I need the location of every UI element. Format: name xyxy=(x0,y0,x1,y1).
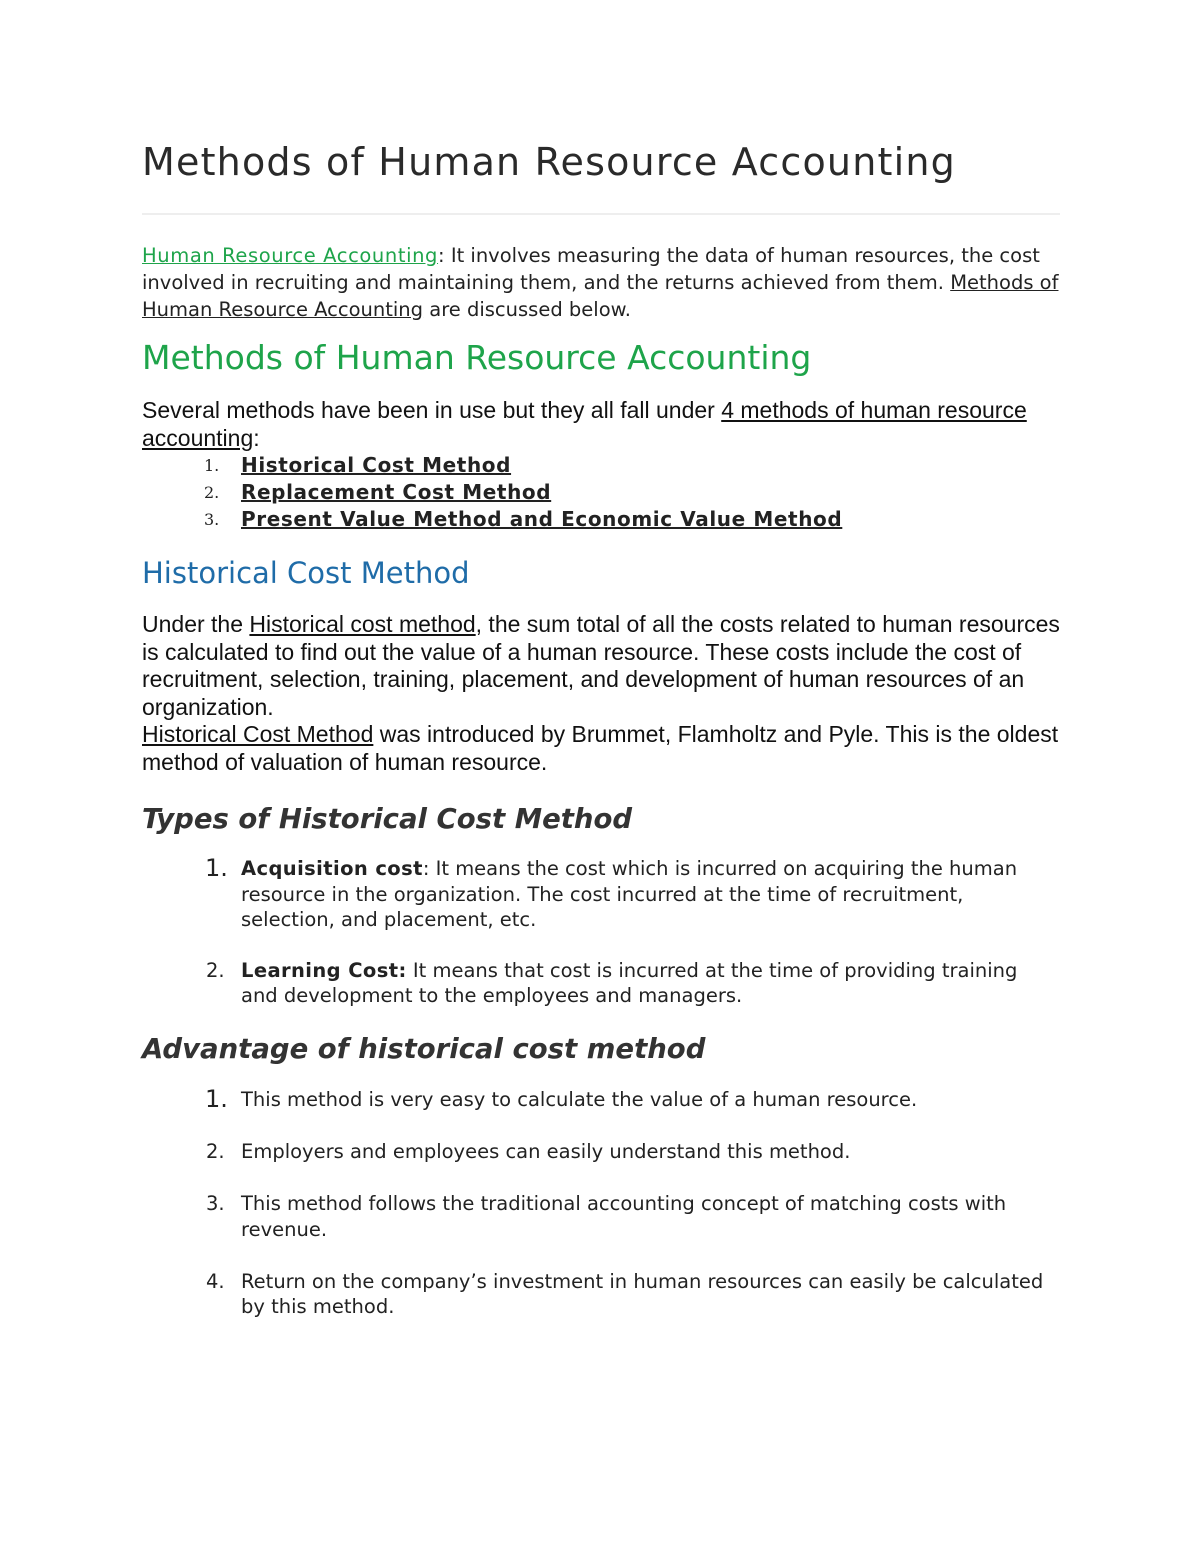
list-number: 3. xyxy=(204,510,220,529)
methods-lead-text: Several methods have been in use but they all fall under xyxy=(142,397,722,423)
list-item xyxy=(142,479,1060,506)
methods-list xyxy=(142,452,1060,533)
list-item xyxy=(142,856,1060,933)
methods-lead-end: : xyxy=(253,425,260,451)
methods-hra-link[interactable]: Methods of Human Resource Accounting xyxy=(142,271,1059,321)
hra-link[interactable]: Human Resource Accounting xyxy=(142,244,439,267)
list-item xyxy=(142,1191,1060,1242)
historical-cost-link[interactable]: Historical cost method xyxy=(249,611,476,637)
historical-text: Under the xyxy=(142,611,250,637)
types-list xyxy=(142,856,1060,1034)
methods-heading: Methods of Human Resource Accounting xyxy=(142,338,812,377)
list-number: 1. xyxy=(204,456,220,475)
list-number: 2. xyxy=(204,483,220,502)
historical-cost-heading: Historical Cost Method xyxy=(142,556,470,590)
list-number: 4. xyxy=(206,1269,225,1293)
intro-paragraph xyxy=(142,242,1060,323)
intro-text: : It involves measuring the data of human resources, the cost involved in recruiting and maintaining them, and the returns achieved from them. xyxy=(142,244,1040,294)
four-methods-link[interactable]: 4 methods of human resource accounting xyxy=(142,397,1027,451)
list-text: Employers and employees can easily understand this method. xyxy=(241,1140,851,1163)
definition: : It means the cost which is incurred on acquiring the human resource in the organization. The cost incurred at the time of recruitment, selection, and placement, etc. xyxy=(241,857,1018,931)
list-number: 1. xyxy=(205,1085,228,1113)
list-item xyxy=(142,506,1060,533)
term: Learning Cost: xyxy=(241,958,407,982)
methods-lead-paragraph xyxy=(142,396,1060,452)
historical-text: was introduced by Brummet, Flamholtz and Pyle. This is the oldest method of valuation of human resource. xyxy=(142,721,1059,775)
replacement-cost-method-link[interactable]: Replacement Cost Method xyxy=(241,480,552,504)
list-text: Return on the company’s investment in human resources can easily be calculated by this method. xyxy=(241,1269,1044,1318)
document-title: Methods of Human Resource Accounting xyxy=(142,140,956,184)
historical-cost-paragraph xyxy=(142,611,1060,776)
list-item xyxy=(142,1087,1060,1113)
list-item xyxy=(142,1139,1060,1165)
list-number: 2. xyxy=(206,958,225,982)
definition: It means that cost is incurred at the time of providing training and development to the employees and managers. xyxy=(241,958,1018,1007)
advantage-list xyxy=(142,1087,1060,1346)
historical-cost-method-link-2[interactable]: Historical Cost Method xyxy=(142,721,374,747)
list-item xyxy=(142,958,1060,1009)
list-text: This method follows the traditional accounting concept of matching costs with revenue. xyxy=(241,1192,1007,1241)
advantage-heading: Advantage of historical cost method xyxy=(142,1033,706,1065)
list-number: 2. xyxy=(206,1140,225,1163)
title-divider xyxy=(142,213,1060,215)
list-number: 1. xyxy=(205,854,228,882)
list-text: This method is very easy to calculate the value of a human resource. xyxy=(241,1088,918,1111)
types-heading: Types of Historical Cost Method xyxy=(142,803,633,835)
intro-text-end: are discussed below. xyxy=(423,298,631,321)
historical-cost-method-link[interactable]: Historical Cost Method xyxy=(241,453,512,477)
historical-text: , the sum total of all the costs related to human resources is calculated to find out the value of a human resource. These costs include the cost of recruitment, selection, training, placement, and development of human resources of an organization. xyxy=(142,611,1060,720)
term: Acquisition cost xyxy=(241,857,423,880)
list-item xyxy=(142,452,1060,479)
list-number: 3. xyxy=(206,1192,225,1215)
present-value-method-link[interactable]: Present Value Method and Economic Value Method xyxy=(241,507,843,531)
list-item xyxy=(142,1269,1060,1320)
